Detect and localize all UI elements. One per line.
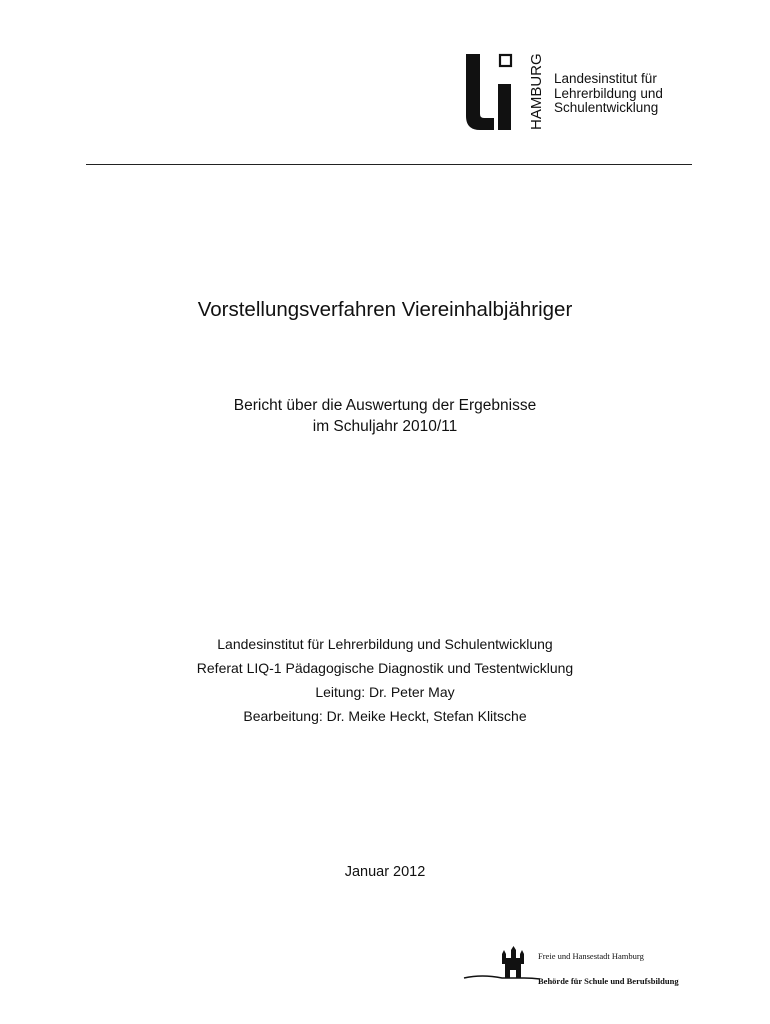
- document-title: Vorstellungsverfahren Viereinhalbjähriger: [197, 298, 573, 321]
- publication-date: Januar 2012: [344, 864, 426, 880]
- li-logo-icon: [466, 50, 552, 132]
- credits-institute: Landesinstitut für Lehrerbildung und Schulentwicklung: [217, 636, 553, 652]
- institute-line-3: Schulentwicklung: [554, 100, 659, 115]
- document-subtitle: [0, 395, 770, 437]
- li-hamburg-logo: [466, 50, 676, 132]
- footer-city: Freie und Hansestadt Hamburg: [538, 951, 644, 961]
- institute-line-1: Landesinstitut für: [554, 71, 657, 86]
- credits-lead: Leitung: Dr. Peter May: [315, 684, 455, 700]
- hamburg-wordmark: HAMBURG: [528, 53, 545, 130]
- institute-name: [554, 72, 663, 116]
- hamburg-coat-of-arms-icon: [462, 944, 542, 994]
- footer-authority-name: Behörde für Schule und Berufsbildung: [538, 976, 679, 986]
- header-divider: [86, 164, 692, 165]
- credits-block: [0, 632, 770, 728]
- subtitle-line-2: im Schuljahr 2010/11: [312, 418, 458, 435]
- institute-line-2: Lehrerbildung und: [554, 85, 663, 101]
- credits-department: Referat LIQ-1 Pädagogische Diagnostik und Testentwicklung: [196, 660, 574, 676]
- credits-authors: Bearbeitung: Dr. Meike Heckt, Stefan Klitsche: [243, 708, 527, 724]
- footer-authority: [462, 944, 762, 994]
- subtitle-line-1: Bericht über die Auswertung der Ergebnisse: [233, 397, 537, 414]
